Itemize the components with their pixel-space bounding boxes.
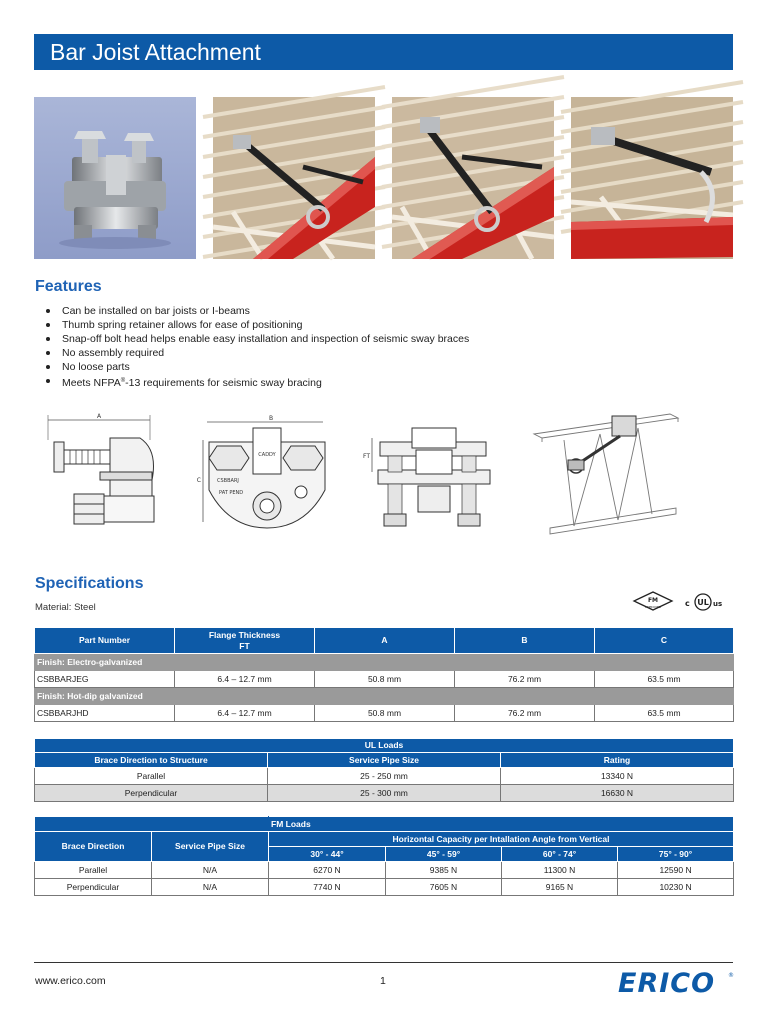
table-header-row xyxy=(35,832,734,847)
page-number: 1 xyxy=(380,975,386,987)
column-header: 60° - 74° xyxy=(502,847,618,862)
plate-label-caddy: CADDY xyxy=(258,452,276,458)
side-view-drawing xyxy=(40,410,170,550)
table-cell: 50.8 mm xyxy=(315,705,455,722)
list-item: Snap-off bolt head helps enable easy installation and inspection of seismic sway braces xyxy=(35,332,469,346)
finish-group-row xyxy=(35,654,734,671)
column-header: Brace Direction to Structure xyxy=(35,753,268,768)
installation-photo-1 xyxy=(213,97,375,259)
table-cell: 13340 N xyxy=(501,768,734,785)
table-header-row xyxy=(35,628,734,654)
erico-logo xyxy=(616,968,736,1001)
dimension-label-c: C xyxy=(196,477,201,484)
column-header: A xyxy=(315,628,455,654)
table-cell: 12590 N xyxy=(618,862,734,879)
table-row xyxy=(35,862,734,879)
finish-label: Finish: Hot-dip galvanized xyxy=(35,688,734,705)
dimension-label-b: B xyxy=(268,415,274,422)
table-cell: 25 - 300 mm xyxy=(268,785,501,802)
table-cell: CSBBARJEG xyxy=(35,671,175,688)
dimension-label-a: A xyxy=(96,413,102,420)
column-header: B xyxy=(455,628,595,654)
list-item: Can be installed on bar joists or I-beams xyxy=(35,304,469,318)
list-item: No loose parts xyxy=(35,360,469,374)
column-header: C xyxy=(595,628,734,654)
table-cell: N/A xyxy=(152,862,269,879)
table-cell: 76.2 mm xyxy=(455,705,595,722)
table-row xyxy=(35,671,734,688)
page-title: Bar Joist Attachment xyxy=(50,39,261,65)
table-cell: 7740 N xyxy=(269,879,386,896)
table-cell: Parallel xyxy=(35,768,268,785)
ul-mark: UL xyxy=(697,598,709,607)
table-cell: 6270 N xyxy=(269,862,386,879)
table-title-row xyxy=(35,739,734,753)
list-item: No assembly required xyxy=(35,346,469,360)
table-cell: N/A xyxy=(152,879,269,896)
table-cell: Parallel xyxy=(35,862,152,879)
logo-registered-mark: ® xyxy=(728,972,734,979)
material-text: Material: Steel xyxy=(35,602,96,613)
product-photo xyxy=(34,97,196,259)
table-row xyxy=(35,879,734,896)
fm-approved-logo xyxy=(632,590,674,617)
table-cell: CSBBARJHD xyxy=(35,705,175,722)
specifications-heading: Specifications xyxy=(35,575,144,592)
features-heading: Features xyxy=(35,278,102,295)
installation-drawing xyxy=(530,410,680,550)
table-cell: 9165 N xyxy=(502,879,618,896)
column-header-group: Horizontal Capacity per Intallation Angle from Vertical xyxy=(269,832,734,847)
plate-label-pat: PAT PEND xyxy=(219,490,244,496)
finish-label: Finish: Electro-galvanized xyxy=(35,654,734,671)
list-item: Thumb spring retainer allows for ease of positioning xyxy=(35,318,469,332)
ul-loads-table xyxy=(34,738,734,802)
table-header-row xyxy=(35,753,734,768)
footer-divider xyxy=(34,962,733,963)
table-cell: 9385 N xyxy=(386,862,502,879)
table-cell: Perpendicular xyxy=(35,785,268,802)
table-cell: Perpendicular xyxy=(35,879,152,896)
column-header: 75° - 90° xyxy=(618,847,734,862)
table-cell: 63.5 mm xyxy=(595,671,734,688)
table-cell: 10230 N xyxy=(618,879,734,896)
table-cell: 7605 N xyxy=(386,879,502,896)
column-header: 45° - 59° xyxy=(386,847,502,862)
ul-c-mark: c xyxy=(685,599,690,608)
website-link[interactable]: www.erico.com xyxy=(35,975,106,987)
table-title: UL Loads xyxy=(35,739,734,753)
table-cell: 6.4 – 12.7 mm xyxy=(175,671,315,688)
ul-listed-logo xyxy=(684,591,730,618)
column-header: Rating xyxy=(501,753,734,768)
table-cell: 25 - 250 mm xyxy=(268,768,501,785)
end-view-drawing xyxy=(364,410,494,550)
dimension-label-ft: FT xyxy=(362,453,370,460)
page-title-bar xyxy=(34,34,733,70)
list-item-text: Meets NFPA xyxy=(62,377,121,389)
table-cell: 11300 N xyxy=(502,862,618,879)
column-header-line: Flange Thickness xyxy=(208,629,281,640)
front-view-drawing xyxy=(195,410,335,550)
installation-photo-2 xyxy=(392,97,554,259)
list-item xyxy=(35,374,469,388)
fm-approved-text: APPROVED xyxy=(644,605,662,609)
column-header: Brace Direction xyxy=(35,832,152,862)
parts-table xyxy=(34,627,734,722)
table-cell: 63.5 mm xyxy=(595,705,734,722)
column-header: Service Pipe Size xyxy=(152,832,269,862)
table-cell: 50.8 mm xyxy=(315,671,455,688)
ul-us-mark: us xyxy=(713,600,723,608)
plate-label-part: CSBBARJ xyxy=(217,478,239,484)
column-header-line: FT xyxy=(239,640,250,651)
table-row xyxy=(35,768,734,785)
features-list xyxy=(35,304,469,388)
table-cell: 16630 N xyxy=(501,785,734,802)
table-title-row xyxy=(35,817,734,832)
logo-text: ERICO xyxy=(618,968,716,999)
table-cell: 6.4 – 12.7 mm xyxy=(175,705,315,722)
table-cell: 76.2 mm xyxy=(455,671,595,688)
column-header: Part Number xyxy=(35,628,175,654)
column-header: 30° - 44° xyxy=(269,847,386,862)
fm-mark: FM xyxy=(647,597,659,604)
fm-loads-table xyxy=(34,816,734,896)
registered-mark: ® xyxy=(120,378,126,384)
table-row xyxy=(35,785,734,802)
table-row xyxy=(35,705,734,722)
table-title: FM Loads xyxy=(269,817,734,832)
finish-group-row xyxy=(35,688,734,705)
list-item-text: -13 requirements for seismic sway bracing xyxy=(125,377,322,389)
column-header xyxy=(175,628,315,654)
column-header: Service Pipe Size xyxy=(268,753,501,768)
installation-photo-3 xyxy=(571,97,733,259)
